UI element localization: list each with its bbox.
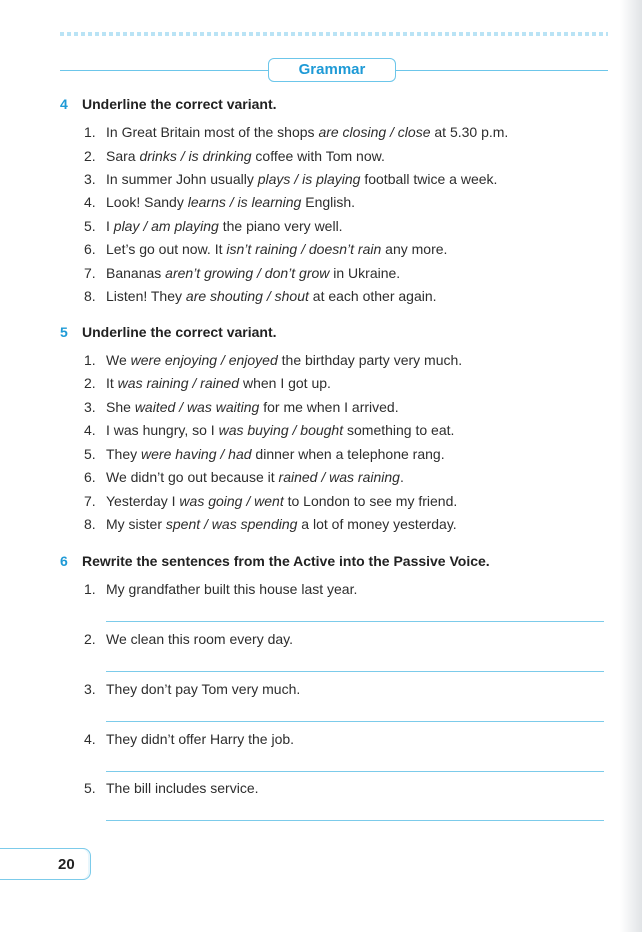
item-variant: was buying / bought [218, 422, 344, 438]
task-4-item-1 [84, 124, 508, 140]
task-instruction: Underline the correct variant. [82, 324, 277, 340]
task-5-item-4 [84, 422, 454, 438]
item-variant: rained / was raining [278, 469, 400, 485]
task-4-item-6 [84, 241, 447, 257]
item-number: 4. [84, 422, 96, 438]
item-number: 4. [84, 731, 96, 747]
item-text: It [106, 375, 118, 391]
item-variant: are closing / close [318, 124, 431, 140]
item-variant: isn’t raining / doesn’t rain [226, 241, 382, 257]
item-text: They [106, 446, 142, 462]
item-text: in Ukraine. [329, 265, 401, 281]
item-number: 3. [84, 399, 96, 415]
item-text: Yesterday I [106, 493, 180, 509]
item-variant: was going / went [179, 493, 284, 509]
task-5-item-2 [84, 375, 331, 391]
item-number: 1. [84, 581, 96, 597]
item-number: 3. [84, 171, 96, 187]
item-text: We [106, 352, 131, 368]
task-4-item-5 [84, 218, 343, 234]
item-number: 1. [84, 352, 96, 368]
item-variant: learns / is learning [187, 194, 302, 210]
item-number: 5. [84, 218, 96, 234]
task-5-item-8 [84, 516, 457, 532]
item-text: We clean this room every day. [106, 631, 294, 647]
item-text: a lot of money yesterday. [297, 516, 457, 532]
item-text: I [106, 218, 114, 234]
item-text: the piano very well. [218, 218, 343, 234]
item-text: Look! Sandy [106, 194, 188, 210]
page-number: 20 [58, 856, 75, 873]
task-5-item-1 [84, 352, 462, 368]
item-text: at each other again. [308, 288, 437, 304]
item-variant: aren’t growing / don’t grow [165, 265, 330, 281]
item-text: football twice a week. [360, 171, 498, 187]
item-text: My grandfather built this house last year. [106, 581, 358, 597]
task-4-heading [60, 96, 277, 112]
item-text: the birthday party very much. [277, 352, 463, 368]
item-number: 3. [84, 681, 96, 697]
task-6-item-5 [84, 780, 259, 796]
dotted-divider [60, 32, 608, 36]
item-text: coffee with Tom now. [251, 148, 385, 164]
task-instruction: Underline the correct variant. [82, 96, 277, 112]
item-text: at 5.30 p.m. [430, 124, 509, 140]
item-text: something to eat. [343, 422, 455, 438]
item-number: 5. [84, 780, 96, 796]
item-text: for me when I arrived. [259, 399, 399, 415]
item-text: English. [301, 194, 356, 210]
task-5-item-6 [84, 469, 404, 485]
item-number: 5. [84, 446, 96, 462]
item-variant: were enjoying / enjoyed [130, 352, 278, 368]
task-6-item-3 [84, 681, 300, 697]
answer-line[interactable] [106, 771, 604, 772]
item-text: The bill includes service. [106, 780, 259, 796]
item-variant: are shouting / shout [185, 288, 309, 304]
item-text: In summer John usually [106, 171, 258, 187]
task-5-item-7 [84, 493, 457, 509]
item-text: They don’t pay Tom very much. [106, 681, 301, 697]
task-6-item-4 [84, 731, 294, 747]
item-number: 4. [84, 194, 96, 210]
item-text: when I got up. [239, 375, 331, 391]
item-number: 8. [84, 288, 96, 304]
item-text: to London to see my friend. [283, 493, 458, 509]
item-variant: was raining / rained [117, 375, 240, 391]
item-text: She [106, 399, 135, 415]
task-5-item-5 [84, 446, 445, 462]
answer-line[interactable] [106, 721, 604, 722]
task-6-item-2 [84, 631, 293, 647]
section-title: Grammar [268, 58, 396, 82]
item-text: Sara [106, 148, 140, 164]
item-variant: plays / is playing [257, 171, 361, 187]
item-text: Listen! They [106, 288, 186, 304]
task-number: 6 [60, 553, 68, 569]
item-text: Bananas [106, 265, 166, 281]
task-4-item-3 [84, 171, 497, 187]
item-number: 7. [84, 493, 96, 509]
task-5-heading [60, 324, 277, 340]
item-number: 2. [84, 148, 96, 164]
item-number: 1. [84, 124, 96, 140]
task-number: 5 [60, 324, 68, 340]
item-number: 2. [84, 631, 96, 647]
answer-line[interactable] [106, 671, 604, 672]
item-text: In Great Britain most of the shops [106, 124, 319, 140]
item-text: Let’s go out now. It [106, 241, 227, 257]
task-number: 4 [60, 96, 68, 112]
item-number: 7. [84, 265, 96, 281]
page-number-tab [0, 848, 91, 880]
answer-line[interactable] [106, 621, 604, 622]
task-instruction: Rewrite the sentences from the Active into the Passive Voice. [82, 553, 490, 569]
task-4-item-8 [84, 288, 437, 304]
item-number: 8. [84, 516, 96, 532]
item-text: We didn’t go out because it [106, 469, 279, 485]
item-variant: play / am playing [113, 218, 219, 234]
item-number: 6. [84, 469, 96, 485]
item-variant: spent / was spending [165, 516, 298, 532]
task-5-item-3 [84, 399, 399, 415]
task-4-item-4 [84, 194, 355, 210]
task-4-item-7 [84, 265, 400, 281]
item-text: dinner when a telephone rang. [251, 446, 445, 462]
item-variant: waited / was waiting [134, 399, 260, 415]
task-4-item-2 [84, 148, 385, 164]
item-text: My sister [106, 516, 166, 532]
task-6-heading [60, 553, 490, 569]
item-text: any more. [381, 241, 448, 257]
page-edge-shadow [620, 0, 642, 932]
item-text: . [399, 469, 404, 485]
item-text: They didn’t offer Harry the job. [106, 731, 295, 747]
task-6-item-1 [84, 581, 357, 597]
item-text: I was hungry, so I [106, 422, 219, 438]
item-variant: were having / had [141, 446, 252, 462]
item-number: 2. [84, 375, 96, 391]
item-variant: drinks / is drinking [139, 148, 252, 164]
answer-line[interactable] [106, 820, 604, 821]
item-number: 6. [84, 241, 96, 257]
